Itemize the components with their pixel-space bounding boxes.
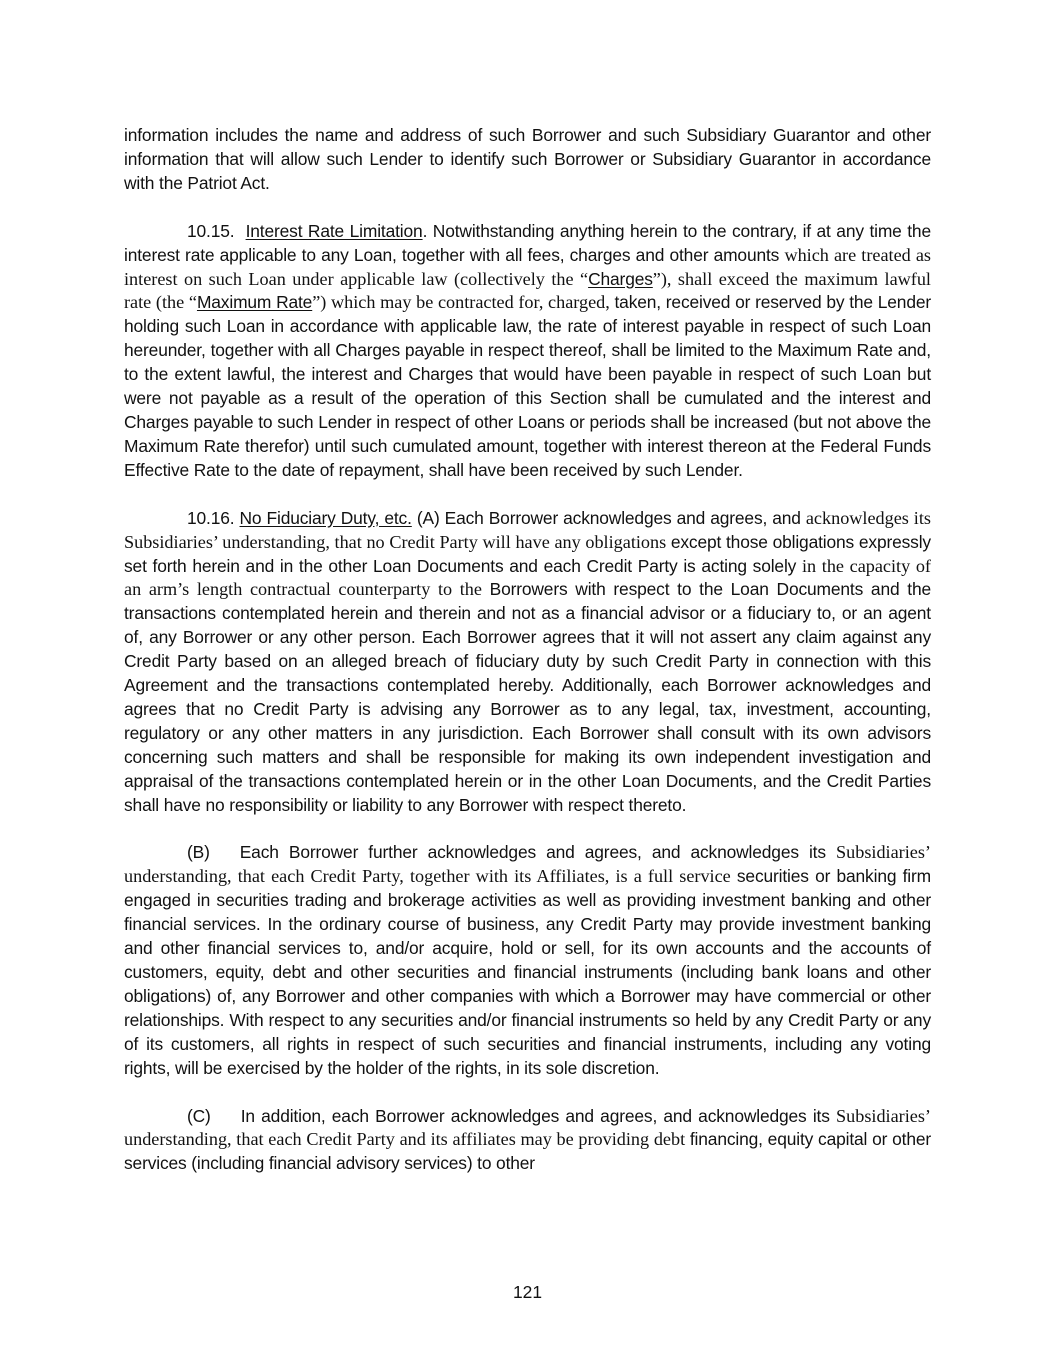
subsection-text: financing, equity capital or other services (including financial advisory services) to other [124, 1129, 932, 1174]
section-number: 10.15. [187, 220, 235, 241]
section-text: taken, received or reserved by the Lender holding such Loan in accordance with applicable law, the rate of interest payable in respect of such Loan hereunder, together with all Charges payable in respect thereof, shall be limited to the Maximum Rate and, to the extent lawful, the interest and Charges that would have been payable in respect of such Loan but were not payable as a result of the operation of this Section shall be cumulated and the interest and Charges payable to such Lender in respect of other Loans or periods shall be increased (but not above the Maximum Rate therefor) until such cumulated amount, together with interest thereon at the Federal Funds Effective Rate to the date of repayment, shall have been received by such Lender. [124, 292, 932, 480]
section-text: (A) Each Borrower acknowledges and agrees, and [411, 507, 806, 528]
defined-term-charges: Charges [588, 268, 653, 289]
paragraph-intro [124, 124, 931, 196]
page-number: 121 [512, 1282, 542, 1302]
subsection-label: (B) [187, 842, 210, 863]
subsection-label: (C) [187, 1105, 211, 1126]
subsection-text-serif: Subsidiaries’ understanding, that each Credit Party and its affiliates may be providing debt [124, 1105, 931, 1150]
subsection-text: In addition, each Borrower acknowledges and agrees, and acknowledges its [240, 1105, 837, 1126]
document-page [124, 124, 931, 1200]
section-text: Borrowers with respect to the Loan Documents and the transactions contemplated herein and therein and not as a financial advisor or a fiduciary to, or an agent of, any Borrower or any other person. Each Borrower agrees that it will not assert any claim against any Credit Party based on an alleged breach of fiduciary duty by such Credit Party in connection with this Agreement and the transactions contemplated hereby. Additionally, each Borrower acknowledges and agrees that no Credit Party is advising any Borrower as to any legal, tax, investment, accounting, regulatory or any other matters in any jurisdiction. Each Borrower shall consult with its own advisors concerning such matters and shall be responsible for making its own independent investigation and appraisal of the transactions contemplated herein or in the other Loan Documents, and the Credit Parties shall have no responsibility or liability to any Borrower with respect thereto. [124, 579, 931, 815]
section-number: 10.16. [187, 507, 235, 528]
section-heading: No Fiduciary Duty, etc. [239, 507, 412, 528]
subsection-text-serif: Subsidiaries’ understanding, that each Credit Party, together with its Affiliates, is a full service [124, 842, 931, 887]
section-text-serif: which are treated as interest on such Loan under applicable law (collectively the “ [124, 244, 931, 289]
section-text-serif: in the capacity of an arm’s length contractual counterparty to the [124, 555, 931, 600]
subsection-c [124, 1105, 931, 1177]
section-10-15 [124, 220, 931, 483]
section-text-serif: ”) which may be contracted for, charged, [312, 292, 615, 313]
subsection-text: Each Borrower further acknowledges and agrees, and acknowledges its [239, 842, 837, 863]
subsection-b [124, 841, 931, 1080]
section-text-serif: acknowledges its Subsidiaries’ understanding, that no Credit Party will have any obligations [124, 507, 931, 552]
section-heading: Interest Rate Limitation [245, 220, 423, 241]
section-10-16 [124, 507, 931, 818]
section-text-serif: ”), shall exceed the maximum lawful rate (the “ [124, 268, 931, 313]
subsection-text: securities or banking firm engaged in securities trading and brokerage activities as well as providing investment banking and other financial services. In the ordinary course of business, any Credit Party may provide investment banking and other financial services to, and/or acquire, hold or sell, for its own accounts and the accounts of customers, equity, debt and other securities and financial instruments (including bank loans and other obligations) of, any Borrower and other companies with which a Borrower may have commercial or other relationships. With respect to any securities and/or financial instruments so held by any Credit Party or any of its customers, all rights in respect of such securities and financial instruments, including any voting rights, will be exercised by the holder of the rights, in its sole discretion. [124, 866, 931, 1078]
section-text: except those obligations expressly set forth herein and in the other Loan Documents and each Credit Party is acting solely [124, 531, 931, 576]
section-text: . Notwithstanding anything herein to the contrary, if at any time the interest rate applicable to any Loan, together with all fees, charges and other amounts [124, 220, 931, 265]
defined-term-maximum-rate: Maximum Rate [196, 292, 313, 313]
paragraph-text: information includes the name and address of such Borrower and such Subsidiary Guarantor and other information that will allow such Lender to identify such Borrower or Subsidiary Guarantor in accordance with the Patriot Act. [124, 125, 931, 193]
